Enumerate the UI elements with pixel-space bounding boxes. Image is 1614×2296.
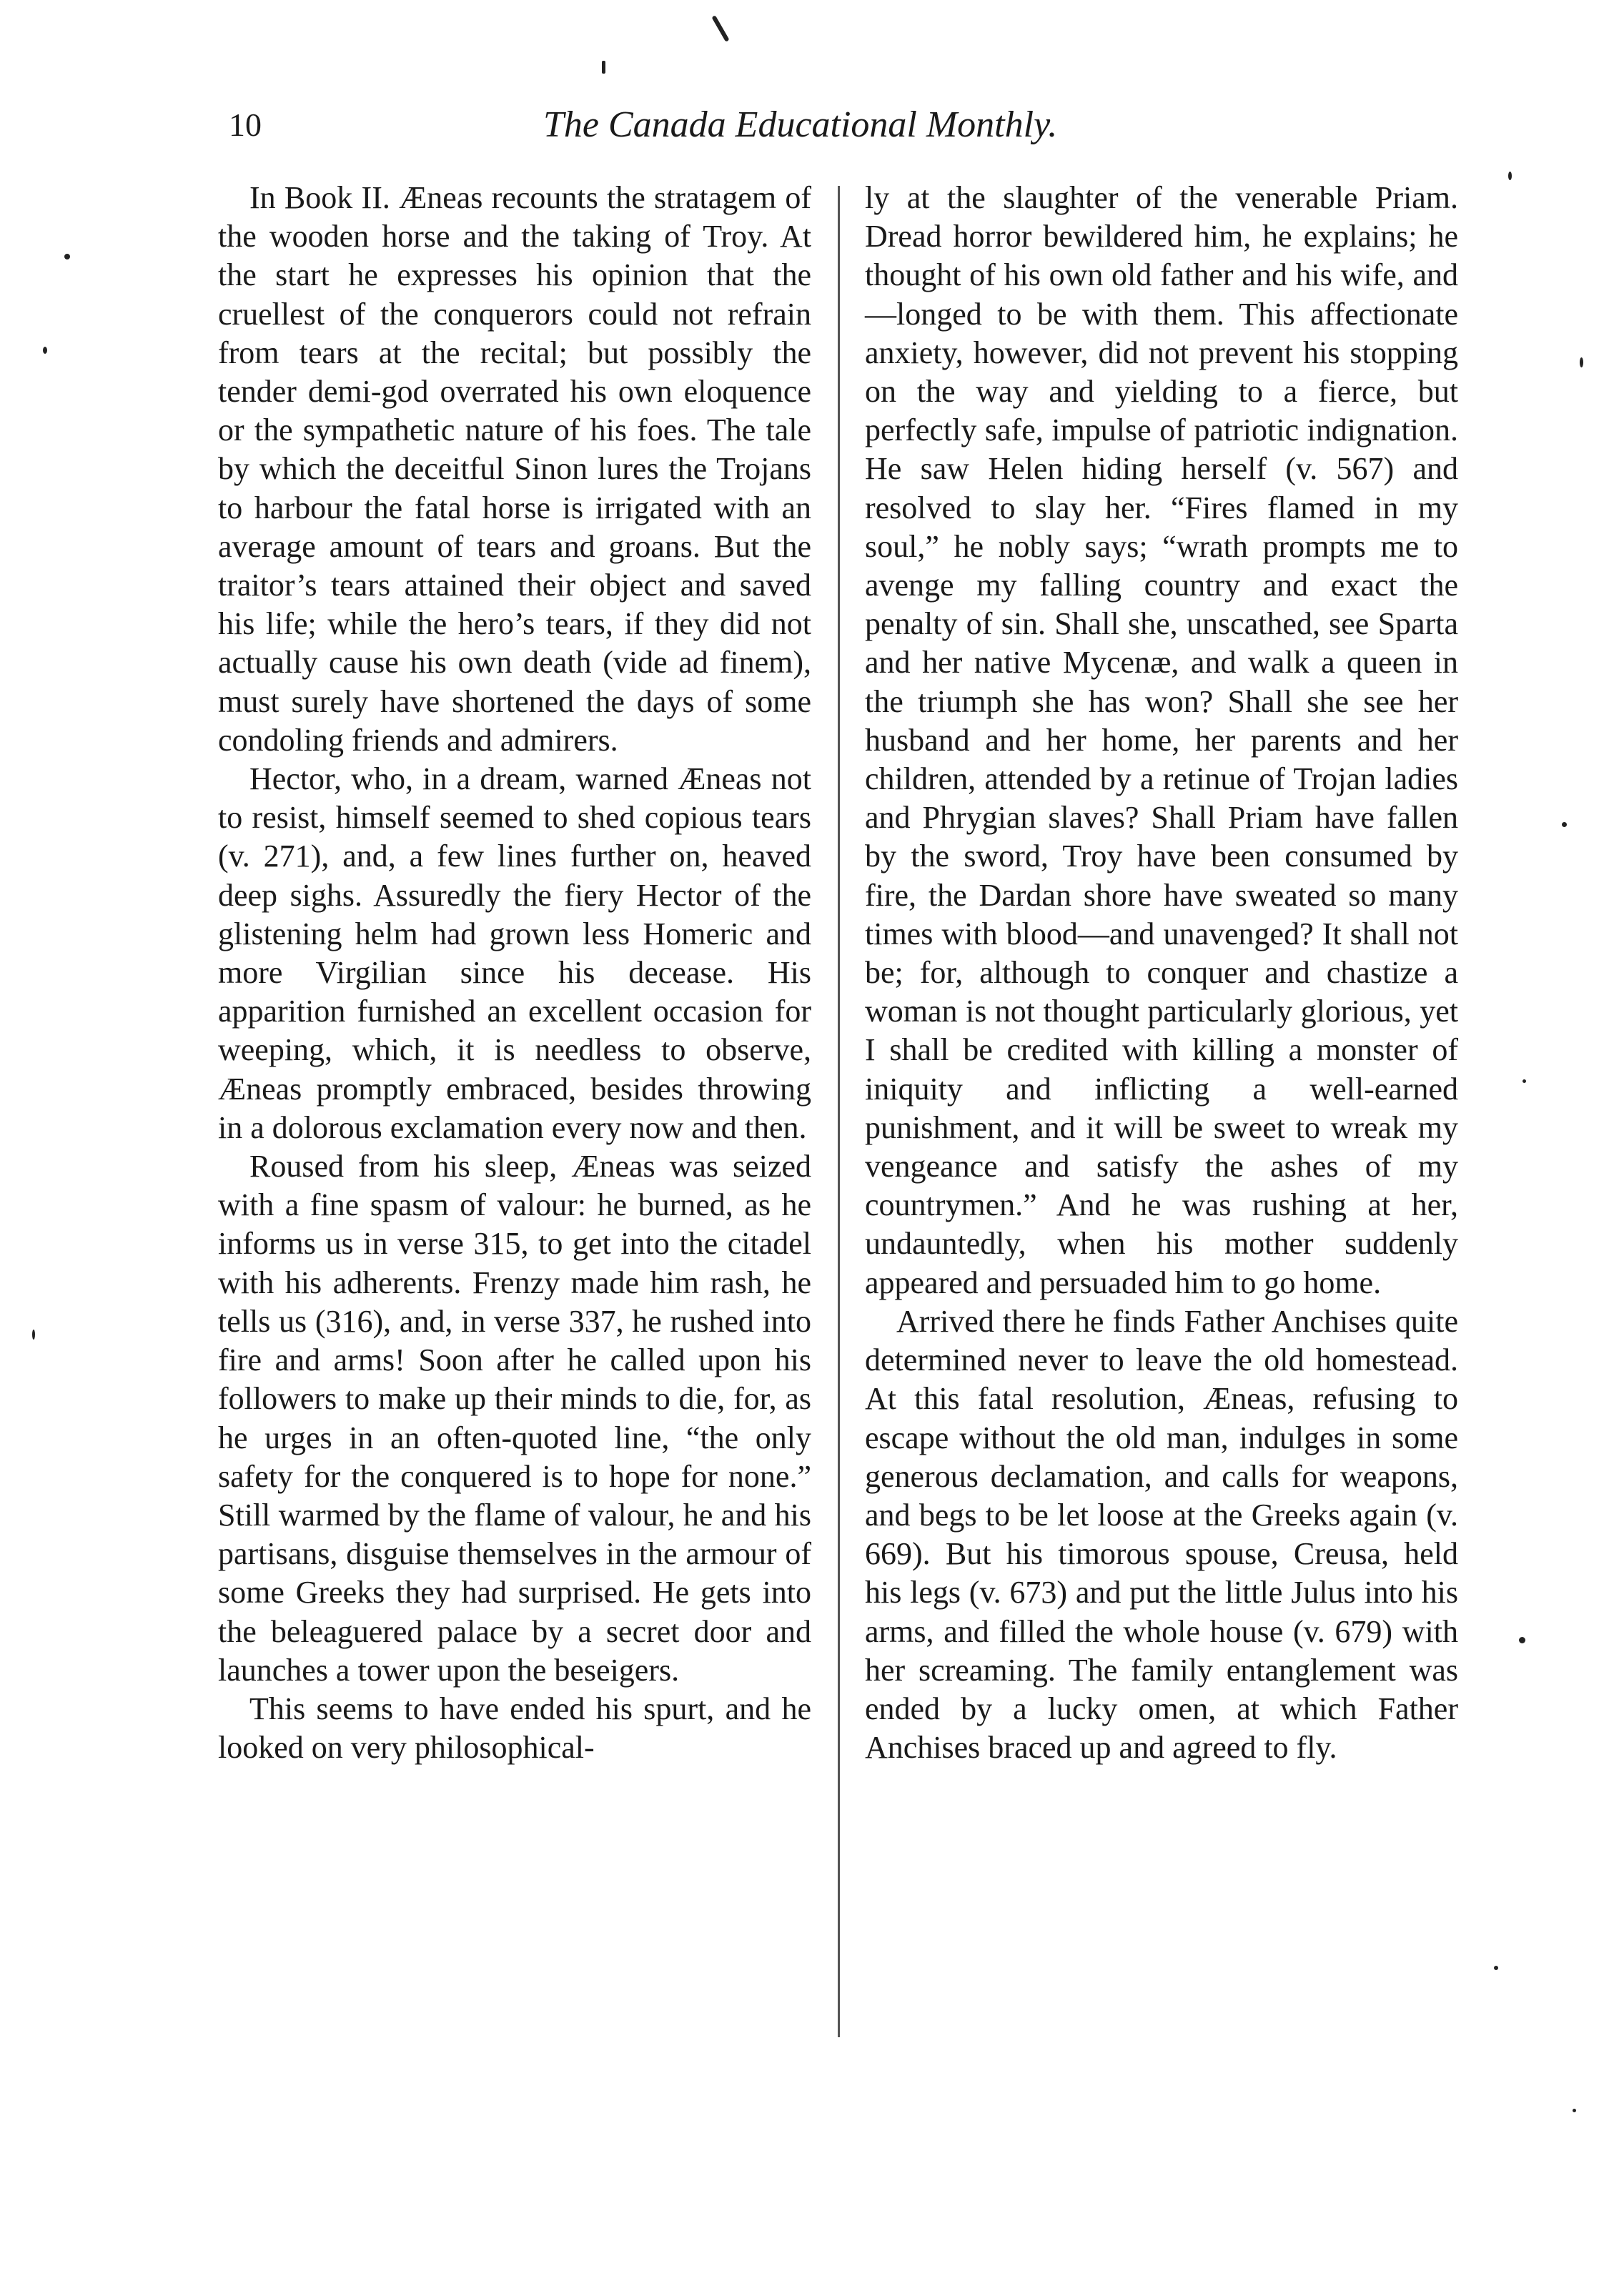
left-column bbox=[218, 179, 811, 1767]
scan-speck bbox=[1519, 1637, 1525, 1643]
scan-speck bbox=[1573, 2109, 1576, 2112]
page-number: 10 bbox=[229, 107, 262, 143]
paragraph-book-two: In Book II. Æneas recounts the stratagem of the wooden horse and the taking of Troy. At the start he expresses his opinion that the cruellest of the conquerors could not refrain from tears at the recital; but possibly the tender demi-god overrated his own eloquence or the sympathetic nature of his foes. The tale by which the deceitful Sinon lures the Trojans to harbour the fatal horse is irrigated with an average amount of tears and groans. But the traitor’s tears attained their object and saved his life; while the hero’s tears, if they did not actually cause his own death (vide ad finem), must surely have shortened the days of some condoling friends and admirers. bbox=[218, 180, 811, 758]
column-divider bbox=[838, 186, 840, 2037]
right-column bbox=[865, 179, 1458, 1767]
paragraph-anchises: Arrived there he finds Father Anchises quite determined never to leave the old homestead. At this fatal resolution, Æneas, refusing to escape without the old man, indulges in some generous declamation, and calls for weapons, and begs to be let loose at the Greeks again (v. 669). But his timorous spouse, Creusa, held his legs (v. 673) and put the little Julus into his arms, and filled the whole house (v. 679) with her screaming. The family entanglement was ended by a lucky omen, at which Father Anchises braced up and agreed to fly. bbox=[865, 1303, 1458, 1766]
scan-speck bbox=[602, 61, 605, 74]
paragraph-priam: ly at the slaughter of the venerable Priam. Dread horror bewildered him, he explains; he thought of his own old father and his wife, and—longed to be with them. This affectionate anxiety, however, did not prevent his stopping on the way and yielding to a fierce, but perfectly safe, impulse of patriotic indignation. He saw Helen hiding herself (v. 567) and resolved to slay her. “Fires flamed in my soul,” he nobly says; “wrath prompts me to avenge my falling country and exact the penalty of sin. Shall she, unscathed, see Sparta and her native Mycenæ, and walk a queen in the triumph she has won? Shall she see her husband and her home, her parents and her children, attended by a retinue of Trojan ladies and Phrygian slaves? Shall Priam have fallen by the sword, Troy have been consumed by fire, the Dardan shore have sweated so many times with blood—and unavenged? It shall not be; for, although to conquer and chastize a woman is not thought particularly glorious, yet I shall be credited with killing a monster of iniquity and inflicting a well-earned punishment, and it will be sweet to wreak my vengeance and satisfy the ashes of my countrymen.” And he was rushing at her, undauntedly, when his mother suddenly appeared and persuaded him to go home. bbox=[865, 180, 1458, 1300]
scan-speck bbox=[64, 254, 70, 259]
running-head bbox=[229, 93, 1172, 157]
scan-speck bbox=[32, 1330, 35, 1340]
scan-speck bbox=[711, 15, 729, 42]
paragraph-hector: Hector, who, in a dream, warned Æneas not to resist, himself seemed to shed copious tears (v. 271), and, a few lines further on, heaved deep sighs. Assuredly the fiery Hector of the glistening helm had grown less Homeric and more Virgilian since his decease. His apparition furnished an excellent occasion for weeping, which, it is needless to observe, Æneas promptly embraced, besides throwing in a dolorous exclamation every now and then. bbox=[218, 761, 811, 1145]
scan-speck bbox=[1580, 357, 1583, 367]
paragraph-roused: Roused from his sleep, Æneas was seized with a fine spasm of valour: he burned, as he informs us in verse 315, to get into the citadel with his adherents. Frenzy made him rash, he tells us (316), and, in verse 337, he rushed into fire and arms! Soon after he called upon his followers to make up their minds to die, for, as he urges in an often-quoted line, “the only safety for the conquered is to hope for none.” Still warmed by the flame of valour, he and his partisans, disguise themselves in the armour of some Greeks they had surprised. He gets into the beleaguered palace by a secret door and launches a tower upon the beseigers. bbox=[218, 1149, 811, 1688]
journal-title: The Canada Educational Monthly. bbox=[543, 104, 1058, 145]
paragraph-spurt: This seems to have ended his spurt, and he looked on very philosophical- bbox=[218, 1691, 811, 1766]
scan-speck bbox=[1562, 822, 1567, 827]
scan-speck bbox=[1508, 172, 1512, 180]
scan-speck bbox=[43, 347, 47, 354]
scan-speck bbox=[1494, 1966, 1498, 1970]
scan-speck bbox=[1523, 1079, 1526, 1083]
